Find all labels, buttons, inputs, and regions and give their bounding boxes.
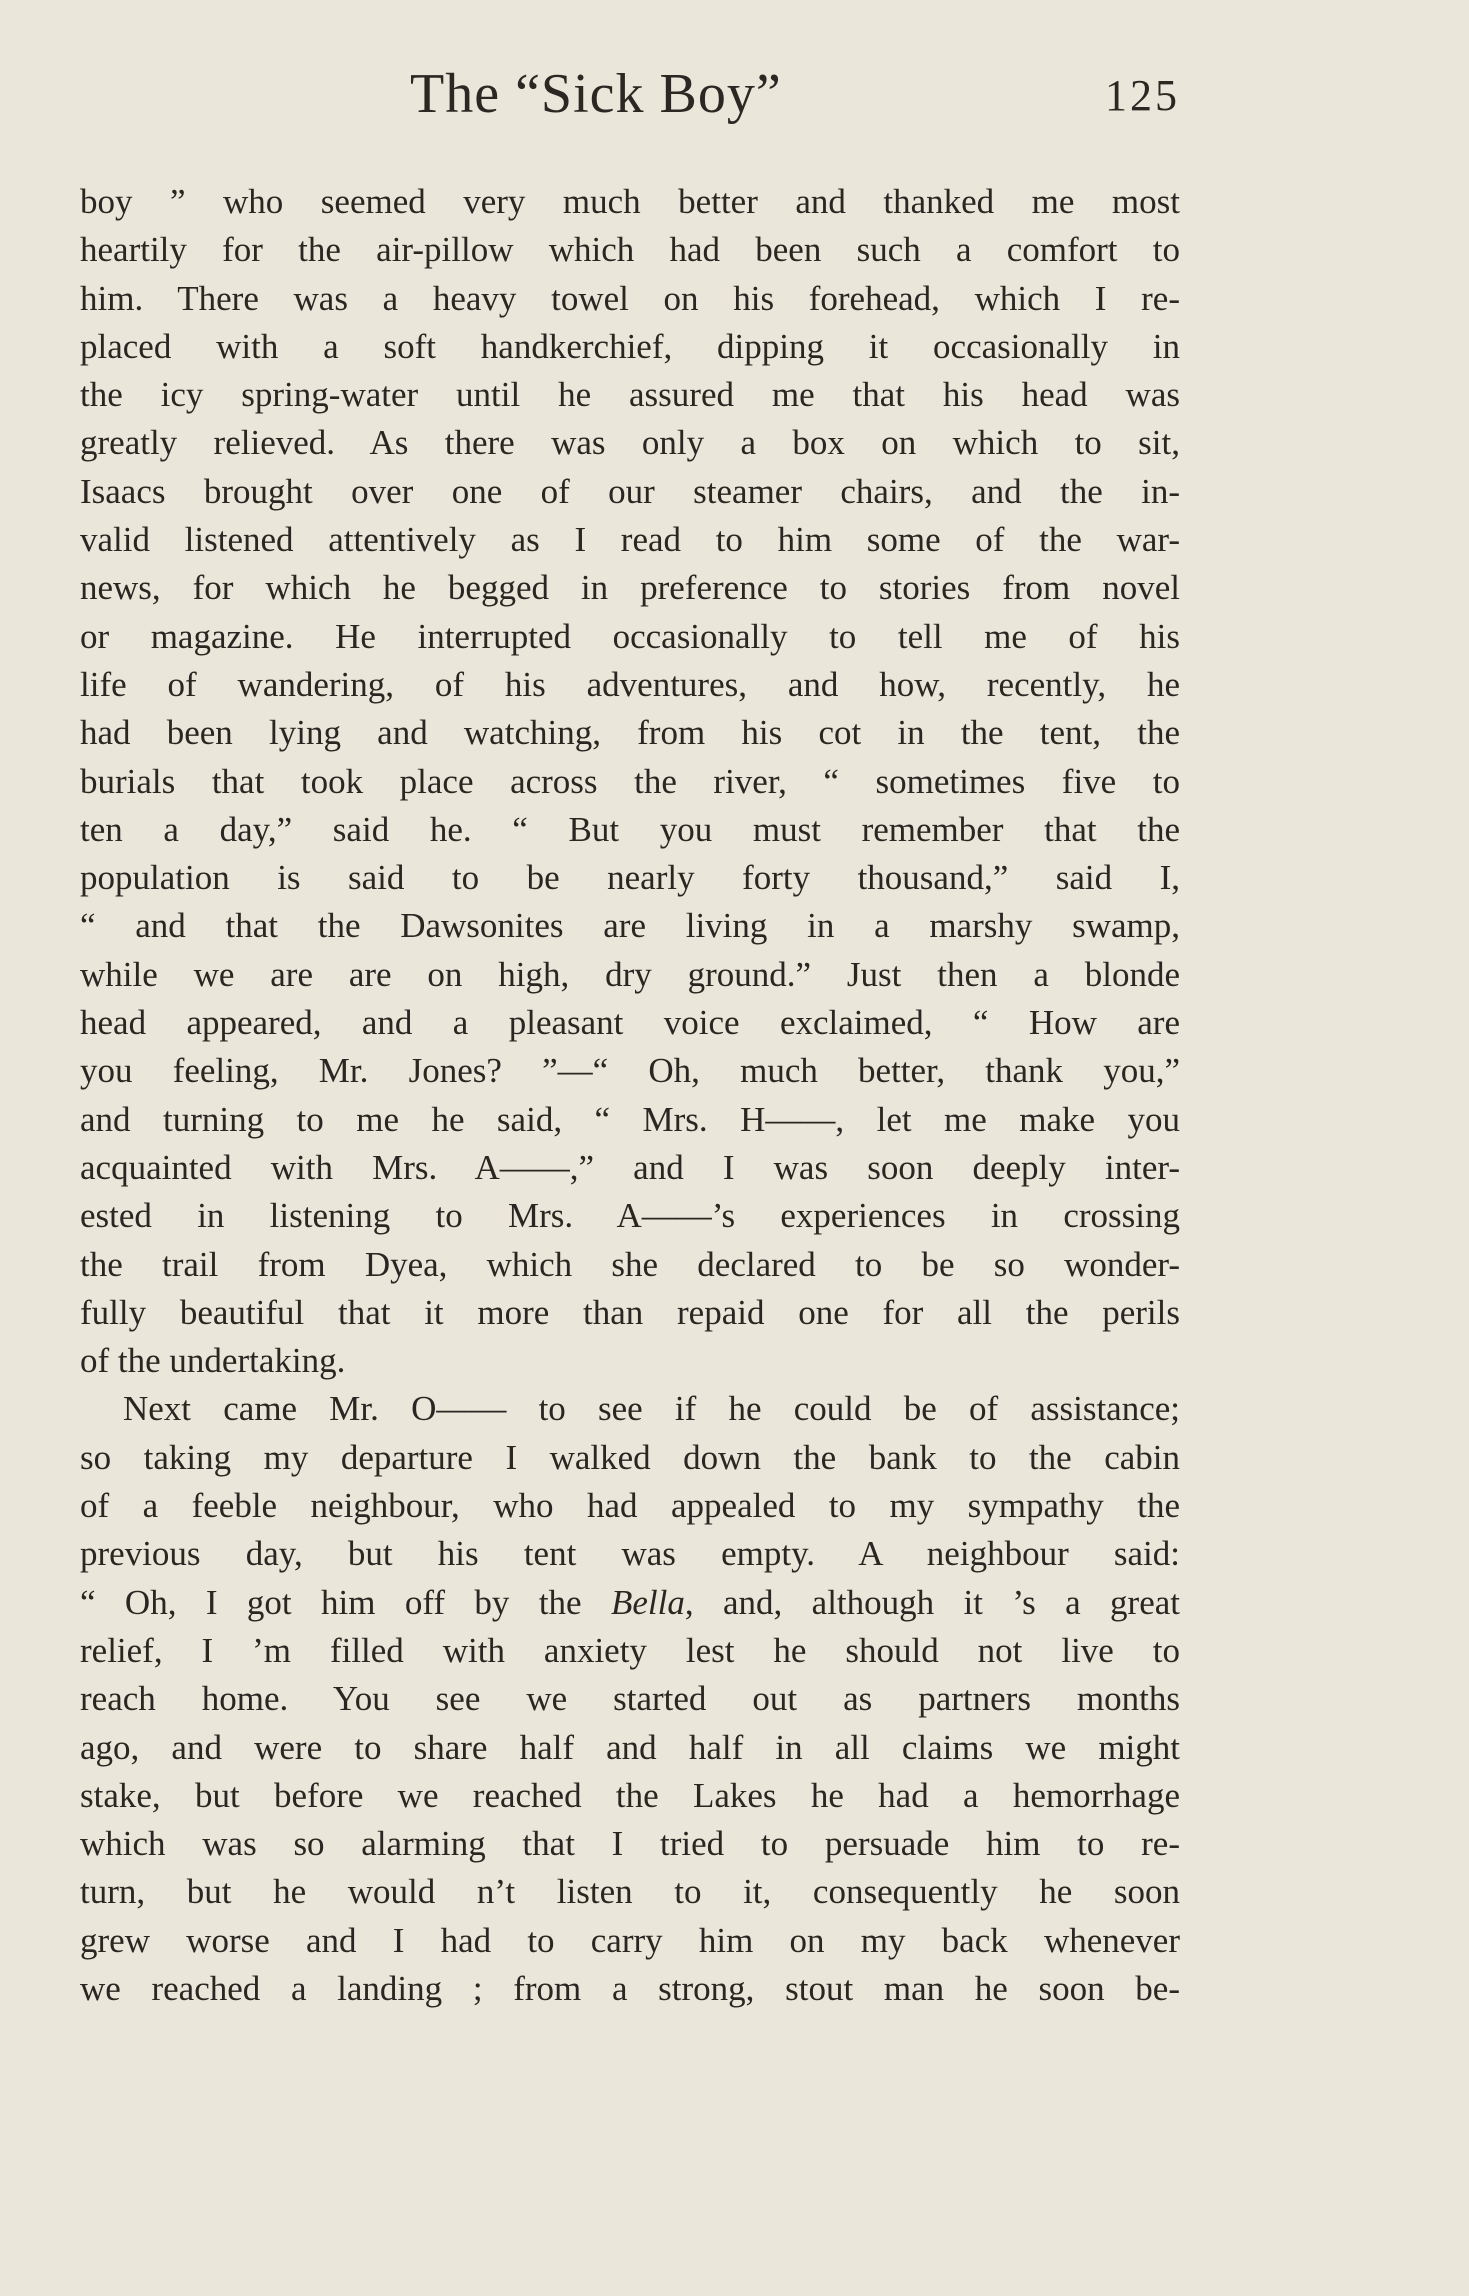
text-line: reach home. You see we started out as partners months	[80, 1679, 1180, 1719]
body-text	[80, 178, 1180, 2013]
text-line: boy ” who seemed very much better and thanked me most	[80, 182, 1180, 221]
text-line: turn, but he would n’t listen to it, consequently he soon	[80, 1872, 1180, 1912]
text-line: and turning to me he said, “ Mrs. H——, let me make you	[80, 1099, 1180, 1139]
text-line: Isaacs brought over one of our steamer chairs, and the in-	[80, 471, 1180, 511]
text-line: the trail from Dyea, which she declared to be so wonder-	[80, 1244, 1180, 1284]
text-line: him. There was a heavy towel on his forehead, which I re-	[80, 278, 1180, 318]
text-line: placed with a soft handkerchief, dipping it occasionally in	[80, 326, 1180, 366]
text-line	[80, 1579, 1180, 1627]
text-line: the icy spring-water until he assured me that his head was	[80, 375, 1180, 415]
text-line: acquainted with Mrs. A——,” and I was soon deeply inter-	[80, 1147, 1180, 1187]
text-line: while we are are on high, dry ground.” Just then a blonde	[80, 954, 1180, 994]
text-line: burials that took place across the river, “ sometimes five to	[80, 761, 1180, 801]
text-line: news, for which he begged in preference to stories from novel	[80, 568, 1180, 608]
text-line: you feeling, Mr. Jones? ”—“ Oh, much better, thank you,”	[80, 1051, 1180, 1091]
text-line: fully beautiful that it more than repaid one for all the perils	[80, 1292, 1180, 1332]
text-line: population is said to be nearly forty thousand,” said I,	[80, 858, 1180, 898]
text-line: life of wandering, of his adventures, and how, recently, he	[80, 664, 1180, 704]
text-line: ested in listening to Mrs. A——’s experiences in crossing	[80, 1196, 1180, 1236]
text-line: ago, and were to share half and half in all claims we might	[80, 1727, 1180, 1767]
text-line: grew worse and I had to carry him on my back whenever	[80, 1920, 1180, 1960]
text-line: ten a day,” said he. “ But you must remember that the	[80, 809, 1180, 849]
text-line: head appeared, and a pleasant voice exclaimed, “ How are	[80, 1003, 1180, 1043]
text-line: so taking my departure I walked down the bank to the cabin	[80, 1437, 1180, 1477]
text-line: which was so alarming that I tried to persuade him to re-	[80, 1824, 1180, 1864]
text-line: Next came Mr. O—— to see if he could be of assistance;	[123, 1389, 1180, 1429]
text-segment: , and, although it ’s a great	[684, 1582, 1180, 1622]
text-line: “ and that the Dawsonites are living in a marshy swamp,	[80, 906, 1180, 946]
running-title: The “Sick Boy”	[410, 63, 782, 125]
italic-ship-name: Bella	[610, 1582, 685, 1622]
text-line: heartily for the air-pillow which had been such a comfort to	[80, 230, 1180, 270]
text-line: greatly relieved. As there was only a box on which to sit,	[80, 423, 1180, 463]
text-line: valid listened attentively as I read to him some of the war-	[80, 520, 1180, 560]
text-line: we reached a landing ; from a strong, stout man he soon be-	[80, 1968, 1180, 2008]
text-segment: “ Oh, I got him off by the	[80, 1582, 611, 1622]
text-line: relief, I ’m filled with anxiety lest he should not live to	[80, 1630, 1180, 1670]
text-line: had been lying and watching, from his cot in the tent, the	[80, 713, 1180, 753]
running-head	[0, 62, 1469, 142]
text-line: or magazine. He interrupted occasionally to tell me of his	[80, 616, 1180, 656]
text-line: of the undertaking.	[80, 1341, 346, 1381]
text-line: of a feeble neighbour, who had appealed to my sympathy the	[80, 1486, 1180, 1526]
page-number: 125	[1105, 71, 1180, 120]
text-line: stake, but before we reached the Lakes he had a hemorrhage	[80, 1775, 1180, 1815]
text-line: previous day, but his tent was empty. A neighbour said:	[80, 1534, 1180, 1574]
